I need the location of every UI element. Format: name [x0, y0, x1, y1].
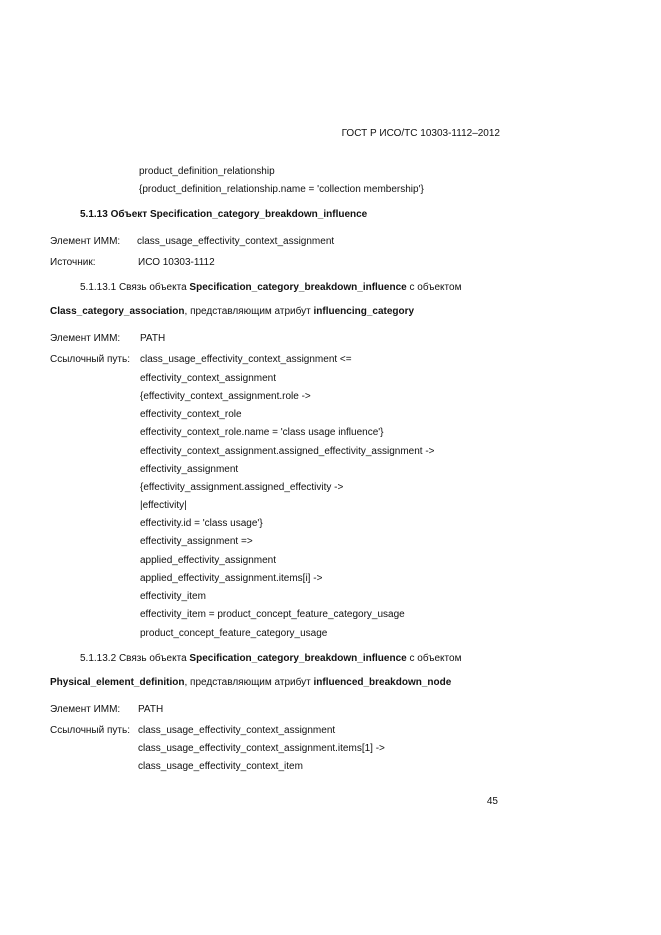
intro-line-2: {product_definition_relationship.name = 'collection membership'}	[139, 184, 424, 195]
subsection-2-continuation	[50, 677, 451, 688]
subsection-1-mid: , представляющим атрибут	[184, 306, 311, 317]
subsection-2-entity: Specification_category_breakdown_influence	[189, 653, 407, 664]
path-line: product_concept_feature_category_usage	[140, 628, 328, 639]
subsection-1-imm-value: PATH	[140, 333, 166, 344]
element-imm-value: class_usage_effectivity_context_assignment	[137, 236, 335, 247]
element-imm-label: Элемент ИММ:	[50, 236, 121, 247]
path-line: applied_effectivity_assignment	[140, 555, 277, 566]
subsection-1-number: 5.1.13.1	[80, 282, 117, 293]
subsection-1-prefix: Связь объекта	[118, 282, 187, 293]
subsection-2-number: 5.1.13.2	[80, 653, 117, 664]
subsection-1-with: с объектом	[409, 282, 462, 293]
path-line: class_usage_effectivity_context_item	[138, 761, 303, 772]
subsection-2-imm-label: Элемент ИММ:	[50, 704, 121, 715]
path-line: effectivity_context_assignment.assigned_effectivity_assignment ->	[140, 446, 435, 457]
source-value: ИСО 10303-1112	[138, 257, 215, 268]
section-heading	[80, 209, 367, 220]
subsection-2-imm-value: PATH	[138, 704, 164, 715]
subsection-1-path-label: Ссылочный путь:	[50, 354, 130, 365]
path-line: {effectivity_context_assignment.role ->	[140, 391, 311, 402]
subsection-1-entity: Specification_category_breakdown_influence	[189, 282, 407, 293]
subsection-2-path-label: Ссылочный путь:	[50, 725, 130, 736]
subsection-1-heading	[80, 282, 461, 293]
section-title-prefix: Объект	[110, 209, 148, 220]
path-line: effectivity_assignment =>	[140, 536, 253, 547]
subsection-2-attribute: influenced_breakdown_node	[313, 677, 452, 688]
path-line: class_usage_effectivity_context_assignment <=	[140, 354, 352, 365]
path-line: effectivity_assignment	[140, 464, 239, 475]
subsection-2-heading	[80, 653, 461, 664]
path-line: {effectivity_assignment.assigned_effectivity ->	[140, 482, 344, 493]
path-line: effectivity_context_role	[140, 409, 242, 420]
document-header: ГОСТ Р ИСО/ТС 10303-1112–2012	[341, 128, 500, 139]
section-title-name: Specification_category_breakdown_influence	[149, 209, 368, 220]
subsection-2-with: с объектом	[409, 653, 462, 664]
subsection-1-continuation	[50, 306, 414, 317]
intro-line-1: product_definition_relationship	[139, 166, 275, 177]
path-line: class_usage_effectivity_context_assignment.items[1] ->	[138, 743, 385, 754]
subsection-2-mid: , представляющим атрибут	[184, 677, 311, 688]
path-line: effectivity.id = 'class usage'}	[140, 518, 263, 529]
subsection-1-imm-label: Элемент ИММ:	[50, 333, 121, 344]
subsection-1-target: Class_category_association	[50, 306, 185, 317]
section-number: 5.1.13	[80, 209, 108, 220]
subsection-2-target: Physical_element_definition	[50, 677, 185, 688]
path-line: applied_effectivity_assignment.items[i] ->	[140, 573, 323, 584]
path-line: class_usage_effectivity_context_assignment	[138, 725, 336, 736]
page-number: 45	[486, 796, 498, 807]
path-line: effectivity_item = product_concept_feature_category_usage	[140, 609, 405, 620]
path-line: effectivity_item	[140, 591, 206, 602]
path-line: |effectivity|	[140, 500, 187, 511]
source-label: Источник:	[50, 257, 96, 268]
path-line: effectivity_context_role.name = 'class usage influence'}	[140, 427, 384, 438]
path-line: effectivity_context_assignment	[140, 373, 277, 384]
subsection-1-attribute: influencing_category	[313, 306, 415, 317]
subsection-2-prefix: Связь объекта	[118, 653, 187, 664]
